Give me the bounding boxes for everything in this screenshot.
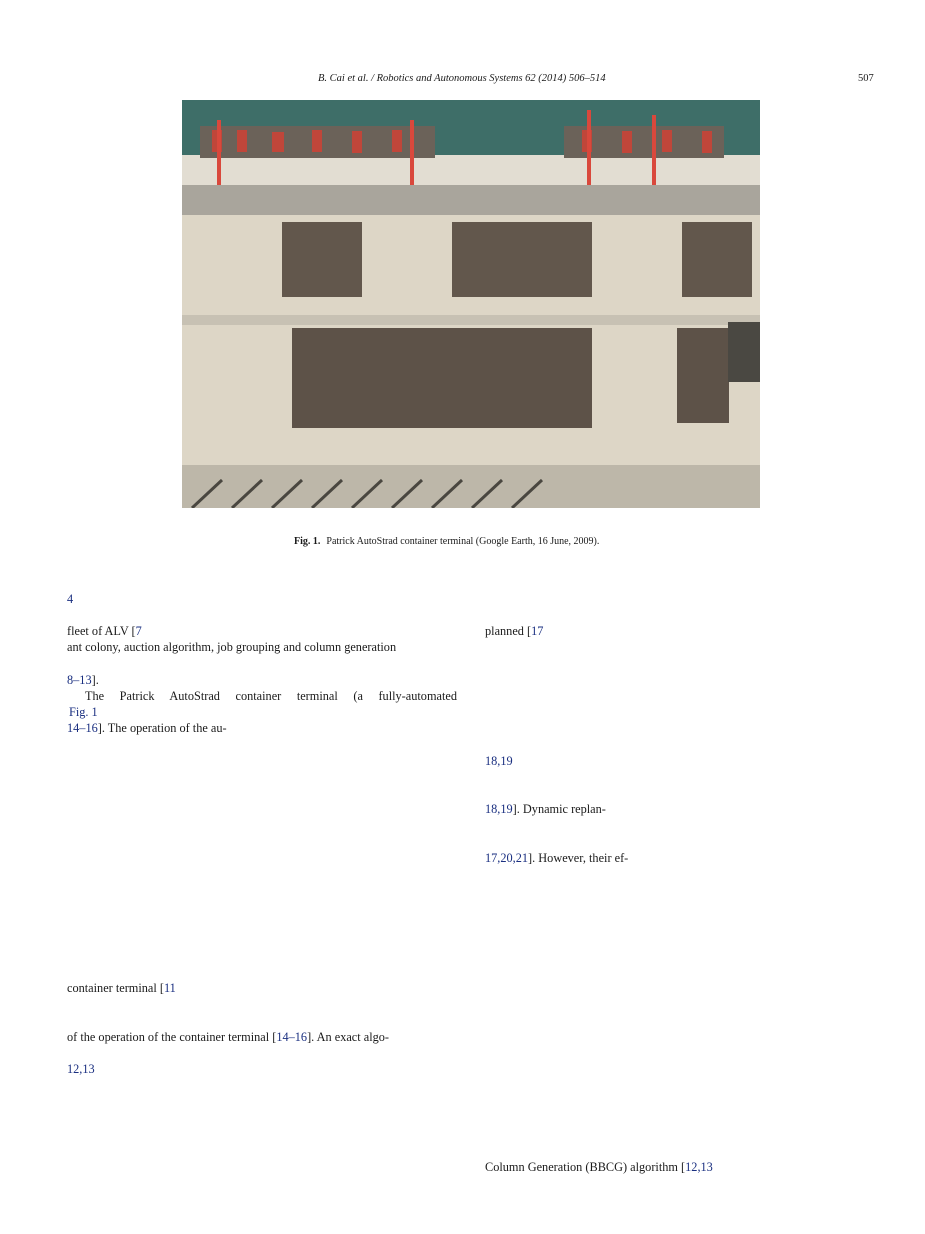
left-line-4 — [85, 689, 457, 704]
right-line-4 — [485, 851, 628, 866]
right-line-5 — [485, 1160, 713, 1175]
running-header — [0, 73, 925, 87]
ref-link[interactable]: 13 — [700, 1160, 713, 1174]
body-text: fleet of ALV [ — [67, 624, 136, 638]
ref-link[interactable]: 8–13 — [67, 673, 92, 687]
body-text: Column Generation (BBCG) algorithm [ — [485, 1160, 686, 1174]
body-text: ]. — [91, 673, 99, 687]
ref-link[interactable]: 14–16 — [276, 1030, 308, 1044]
figure-link[interactable]: Fig. 1 — [69, 705, 98, 719]
ref-link[interactable]: 18,19 — [485, 802, 513, 816]
body-text: ant colony, auction algorithm, job grouping and column generation — [67, 640, 397, 654]
body-text: planned [ — [485, 624, 532, 638]
ref-link[interactable]: 17,20,21 — [485, 851, 529, 865]
left-line-1 — [67, 624, 142, 639]
right-line-2 — [485, 754, 513, 769]
ref-separator: , — [697, 1160, 701, 1174]
left-line-7 — [67, 981, 176, 996]
left-line-2 — [67, 640, 396, 655]
right-line-1 — [485, 624, 543, 639]
body-text: ]. However, their ef- — [528, 851, 629, 865]
body-text: container terminal [ — [67, 981, 164, 995]
running-head: B. Cai et al. / Robotics and Autonomous Systems 62 (2014) 506–514 — [318, 73, 606, 84]
body-text: The Patrick AutoStrad container terminal (a fully-automated — [85, 689, 457, 703]
figure-caption — [294, 536, 599, 547]
body-text: ]. An exact algo- — [307, 1030, 390, 1044]
ref-link[interactable]: 18,19 — [485, 754, 513, 768]
left-ref-4 — [67, 592, 73, 607]
ref-link[interactable]: 17 — [531, 624, 544, 638]
body-text: of the operation of the container terminal [ — [67, 1030, 277, 1044]
right-line-3 — [485, 802, 606, 817]
body-text: ]. The operation of the au- — [97, 721, 227, 735]
left-line-5 — [69, 705, 98, 720]
body-text: ]. Dynamic replan- — [512, 802, 606, 816]
figure-aerial-photo — [182, 100, 760, 508]
page-number: 507 — [858, 73, 874, 84]
figure-label: Fig. 1. — [294, 536, 321, 547]
left-line-9 — [67, 1062, 95, 1077]
figure-caption-text: Patrick AutoStrad container terminal (Google Earth, 16 June, 2009). — [326, 536, 600, 547]
left-line-6 — [67, 721, 227, 736]
ref-link[interactable]: 12,13 — [67, 1062, 95, 1076]
ref-link[interactable]: 7 — [135, 624, 142, 638]
left-line-3 — [67, 673, 99, 688]
ref-link[interactable]: 14–16 — [67, 721, 98, 735]
ref-link[interactable]: 4 — [67, 592, 74, 606]
ref-link[interactable]: 12 — [685, 1160, 698, 1174]
left-line-8 — [67, 1030, 389, 1045]
ref-link[interactable]: 11 — [163, 981, 176, 995]
